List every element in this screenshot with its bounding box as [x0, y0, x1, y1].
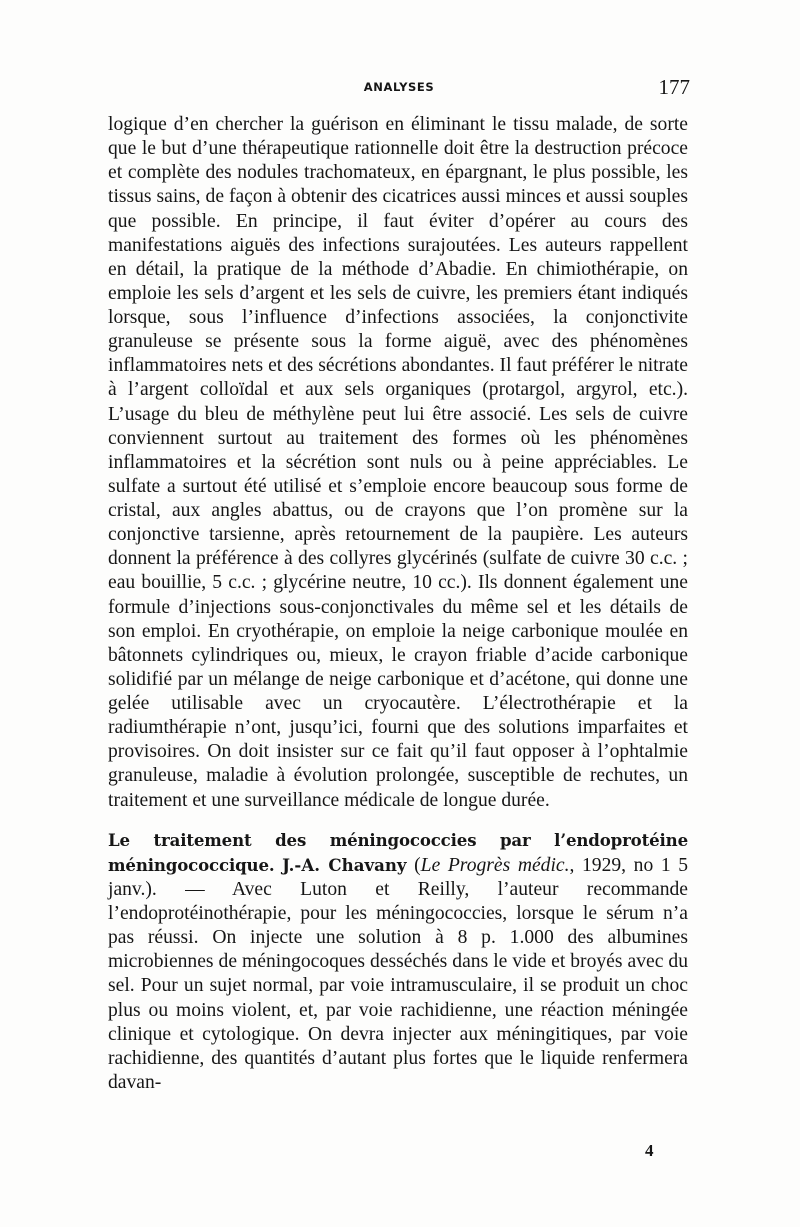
- article-author: J.-A. Chavany: [282, 854, 407, 875]
- article-body: — Avec Luton et Reilly, l’auteur recommande l’endoprotéinothérapie, pour les méningococcies, lorsque le sérum n’a pas réussi. On injecte une solution à 8 p. 1.000 des albumines microbiennes de méningocoques desséchés dans le vide et broyés avec du sel. Pour un sujet normal, par voie intramusculaire, il se produit un choc plus ou moins violent, et, par voie rachidienne, une réaction méningée clinique et cytologique. On devra injecter aux méningitiques, par voie rachidienne, des quantités d’autant plus fortes que le liquide renfermera davan-: [108, 878, 688, 1093]
- running-head: [108, 75, 690, 102]
- signature-mark: 4: [645, 1141, 654, 1160]
- body-text: [108, 113, 688, 1095]
- paragraph-article: Le traitement des méningococcies par l’endoprotéine méningococcique. J.-A. Chavany (Le Progrès médic., 1929, no 1 5 janv.). — Avec Luton et Reilly, l’auteur recommande l’endoprotéinothérapie, pour les méningococcies, lorsque le sérum n’a pas réussi. On injecte une solution à 8 p. 1.000 des albumines microbiennes de méningocoques desséchés dans le vide et broyés avec du sel. Pour un sujet normal, par voie intramusculaire, il se produit un choc plus ou moins violent, et, par voie rachidienne, une réaction méningée clinique et cytologique. On devra injecter aux méningitiques, par voie rachidienne, des quantités d’autant plus fortes que le liquide renfermera davan-: [108, 829, 688, 1093]
- citation-details: , 1929, no 1 5 janv.).: [108, 854, 688, 900]
- journal-name: Le Progrès médic.: [420, 854, 570, 876]
- section-title: ANALYSES: [363, 80, 435, 94]
- page-number: 177: [658, 75, 690, 99]
- article-title: Le traitement des méningococcies par l’endoprotéine méningococcique.: [108, 829, 688, 875]
- paragraph-continuation: logique d’en chercher la guérison en éliminant le tissu malade, de sorte que le but d’une thérapeutique rationnelle doit être la destruction précoce et complète des nodules trachomateux, en épargnant, le plus possible, les tissus sains, de façon à obtenir des cicatrices aussi minces et aussi souples que possible. En principe, il faut éviter d’opérer au cours des manifestations aiguës des infections surajoutées. Les auteurs rappellent en détail, la pratique de la méthode d’Abadie. En chimiothérapie, on emploie les sels d’argent et les sels de cuivre, les premiers étant indiqués lorsque, sous l’influence d’infections associées, la conjonctivite granuleuse se présente sous la forme aiguë, avec des phénomènes inflammatoires nets et des sécrétions abondantes. Il faut préférer le nitrate à l’argent colloïdal et aux sels organiques (protargol, argyrol, etc.). L’usage du bleu de méthylène peut lui être associé. Les sels de cuivre conviennent surtout au traitement des formes où les phénomènes inflammatoires et la sécrétion sont nuls ou à peine appréciables. Le sulfate a surtout été utilisé et s’emploie encore beaucoup sous forme de cristal, aux angles abattus, ou de crayons que l’on promène sur la conjonctive tarsienne, après retournement de la paupière. Les auteurs donnent la préférence à des collyres glycérinés (sulfate de cuivre 30 c.c. ; eau bouillie, 5 c.c. ; glycérine neutre, 10 cc.). Ils donnent également une formule d’injections sous-conjonctivales du même sel et les détails de son emploi. En cryothérapie, on emploie la neige carbonique moulée en bâtonnets cylindriques ou, mieux, le crayon friable d’acide carbonique solidifié par un mélange de neige carbonique et d’acétone, qui donne une gelée utilisable avec un cryocautère. L’électrothérapie et la radiumthérapie n’ont, jusqu’ici, fourni que des solutions imparfaites et provisoires. On doit insister sur ce fait qu’il faut opposer à l’ophtalmie granuleuse, maladie à évolution prolongée, susceptible de rechutes, un traitement et une surveillance médicale de longue durée.: [108, 114, 688, 811]
